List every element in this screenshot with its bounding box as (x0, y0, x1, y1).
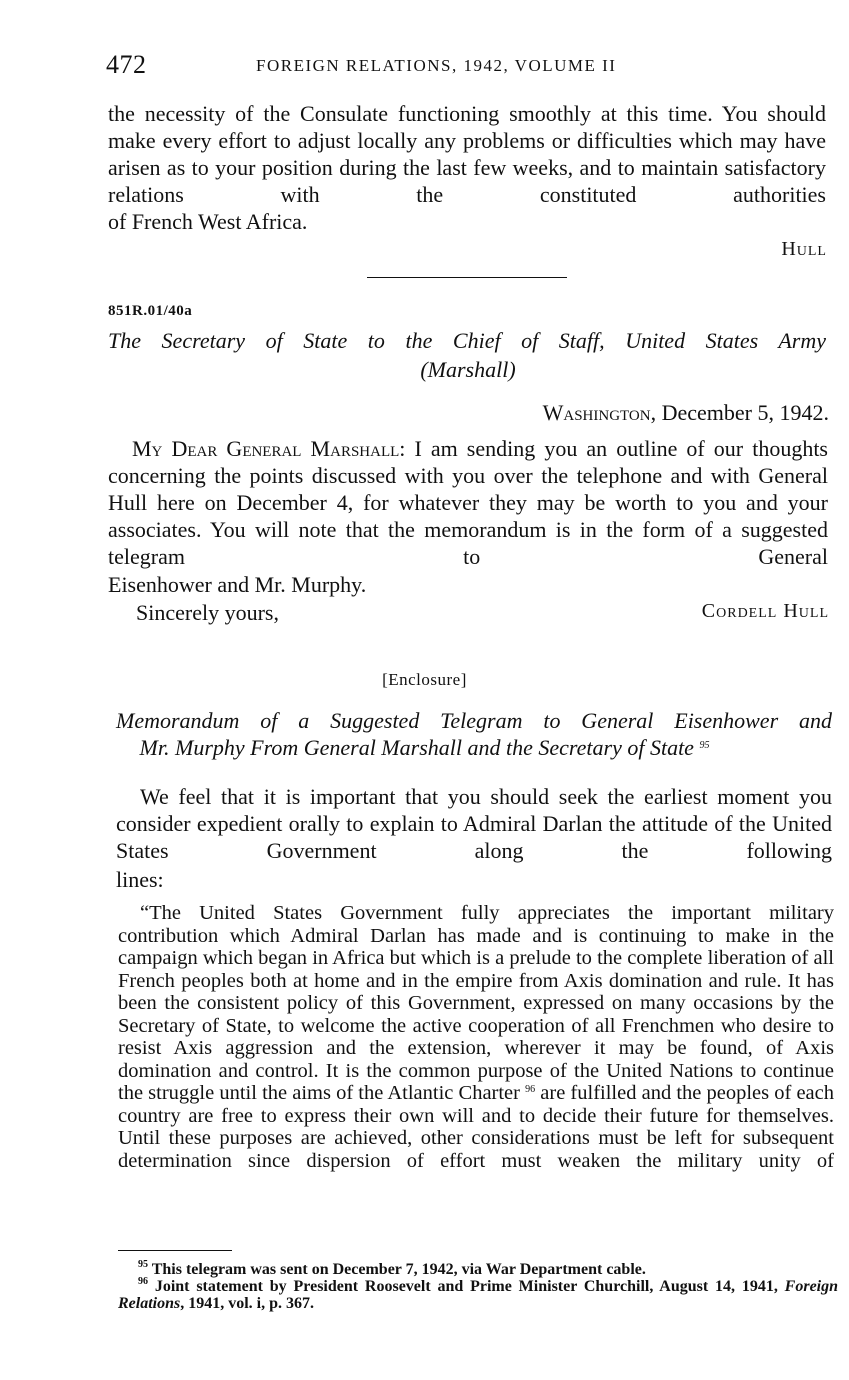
memorandum-title-line-1: Memorandum of a Suggested Telegram to General Eisenhower and (116, 708, 832, 733)
enclosure-label: [Enclosure] (382, 670, 467, 689)
footnote-text: This telegram was sent on December 7, 1942, via War Department cable. (151, 1261, 646, 1278)
file-number: 851R.01/40a (108, 303, 193, 319)
quoted-statement-text-2: are fulfilled and the peoples of each country are free to express their own will and to decide their future for themselves. Until these purposes are achieved, other considerations must be left for subsequent determination since dispersion of effort must weaken the military unity of (118, 1082, 835, 1172)
dateline (543, 400, 829, 426)
footnote-ref-96: 96 (525, 1084, 536, 1095)
memorandum-title-text: Mr. Murphy From General Marshall and the Secretary of State (139, 735, 694, 760)
page-number: 472 (106, 50, 147, 79)
footnote-divider (118, 1250, 232, 1251)
page-header (106, 50, 830, 86)
signature-hull: Hull (781, 238, 827, 260)
quoted-statement (118, 902, 834, 1172)
memorandum-title-line-2 (0, 733, 849, 762)
running-head: FOREIGN RELATIONS, 1942, VOLUME II (256, 56, 617, 75)
letter-body-text: I am sending you an outline of our thoughts concerning the points discussed with you over the telephone and with General Hull here on December 4, for whatever they may be worth to you and your associates. You will note that the memorandum is in the form of a suggested telegram to General (108, 436, 828, 569)
footnote-text-after: , 1941, vol. i, p. 367. (180, 1295, 315, 1312)
section-divider (367, 277, 567, 278)
footnote-95 (118, 1261, 838, 1278)
continuation-paragraph: the necessity of the Consulate functioning smoothly at this time. You should make every effort to adjust locally any problems or difficulties which may have arisen as to your position during the last few weeks, and to maintain satisfactory relations with the constituted authorities (108, 101, 826, 207)
footnote-96 (118, 1278, 838, 1312)
letter-title-line-1: The Secretary of State to the Chief of Staff, United States Army (108, 328, 826, 353)
letter-body (108, 435, 828, 570)
footnote-marker: 96 (138, 1276, 148, 1287)
footnote-italic-title: Foreign Relations (118, 1278, 839, 1312)
letter-body-last-line: Eisenhower and Mr. Murphy. (108, 572, 367, 597)
letter-title-line-2: (Marshall) (420, 357, 516, 382)
footnote-ref-95: 95 (699, 740, 710, 751)
memorandum-intro: We feel that it is important that you should seek the earliest moment you consider expedient orally to explain to Admiral Darlan the attitude of the United States Government along the following (116, 784, 832, 863)
memorandum-intro-last-line: lines: (116, 867, 164, 892)
salutation: My Dear General Marshall: (132, 436, 406, 461)
dateline-date: , December 5, 1942. (650, 400, 829, 425)
closing: Sincerely yours, (136, 600, 279, 625)
continuation-last-line: of French West Africa. (108, 209, 308, 234)
signature-cordell-hull: Cordell Hull (701, 600, 829, 622)
footnote-marker: 95 (138, 1259, 148, 1270)
quoted-statement-text-1: “The United States Government fully appreciates the important military contribution which Admiral Darlan has made and is continuing to make in the campaign which began in Africa but which is a prelude to the complete liberation of all French peoples both at home and in the empire from Axis domination and rule. It has been the consistent policy of this Government, expressed on many occasions by the Secretary of State, to welcome the active cooperation of all Frenchmen who desire to resist Axis aggression and the extension, wherever it may be found, of Axis domination and control. It is the common purpose of the United Nations to continue the struggle until the aims of the Atlantic Charter (118, 902, 834, 1104)
footnote-text: Joint statement by President Roosevelt and Prime Minister Churchill, August 14, 1941, (154, 1278, 785, 1295)
footnotes (118, 1261, 838, 1312)
dateline-place: Washington (542, 400, 651, 425)
